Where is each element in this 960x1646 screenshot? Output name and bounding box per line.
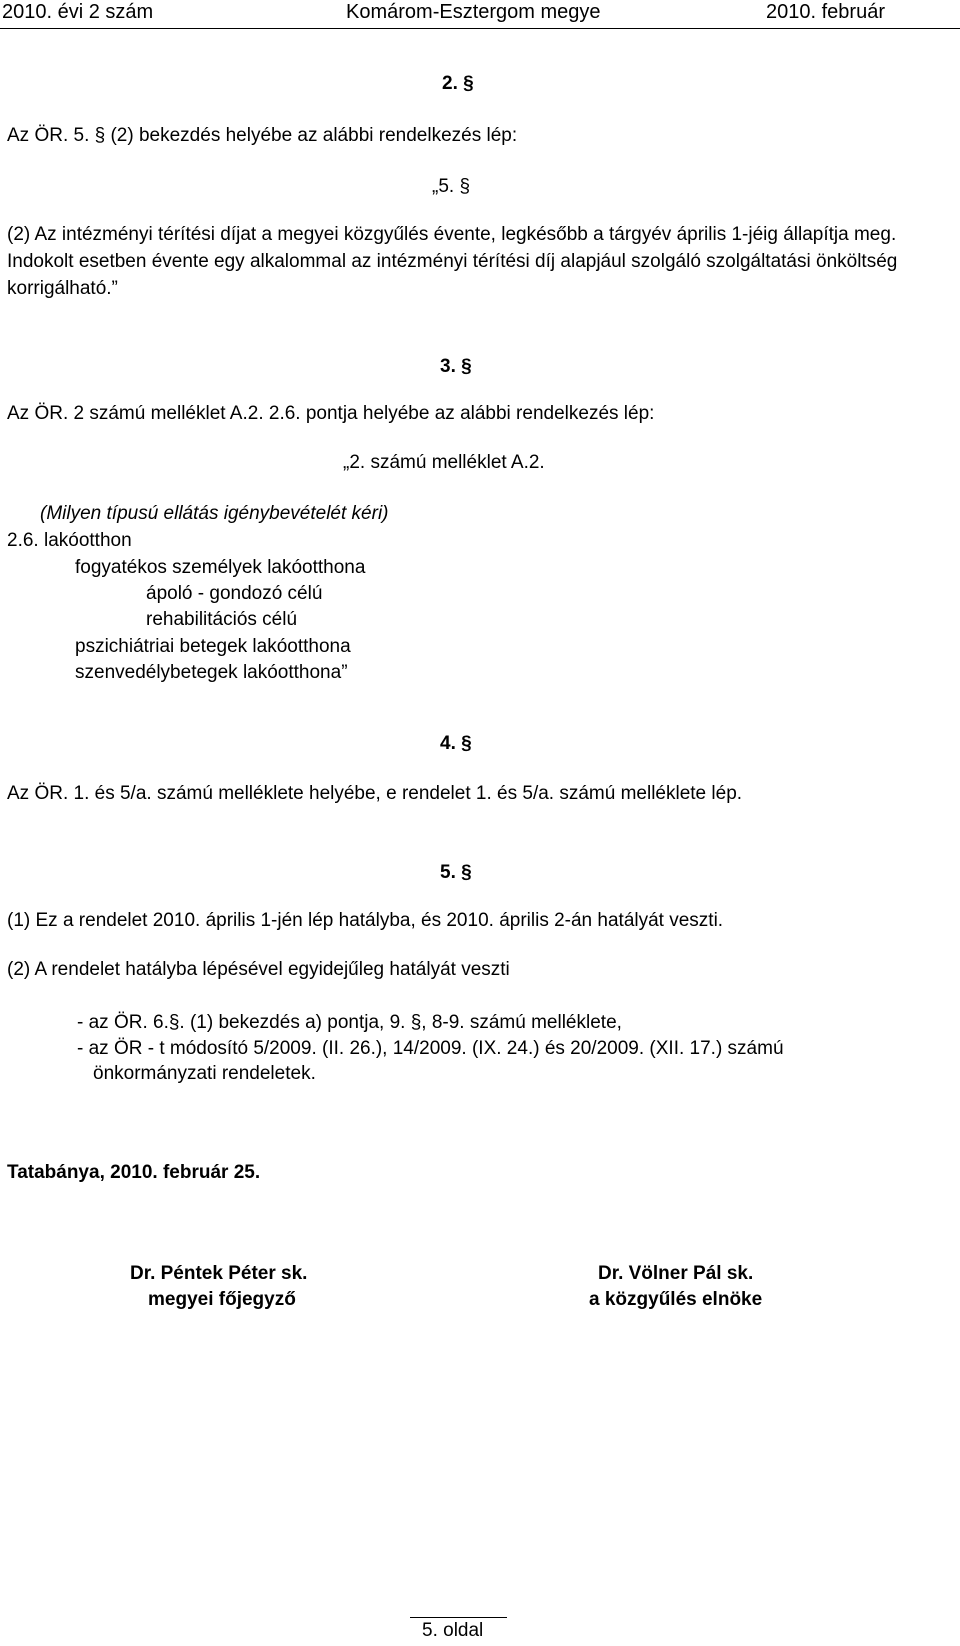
- section-5-para-1: (1) Ez a rendelet 2010. április 1-jén lép hatályba, és 2010. április 2-án hatályát veszti.: [7, 910, 724, 931]
- section-5-para-2: (2) A rendelet hatályba lépésével egyidejűleg hatályát veszti: [7, 959, 510, 980]
- page-number: 5. oldal: [422, 1620, 484, 1641]
- section-2-quoted-heading: „5. §: [432, 176, 471, 197]
- signatory-left-name: Dr. Péntek Péter sk.: [130, 1263, 308, 1284]
- signatory-right-title: a közgyűlés elnöke: [589, 1289, 763, 1310]
- section-3-heading: 3. §: [440, 356, 472, 377]
- repeal-list-item: - az ÖR. 6.§. (1) bekezdés a) pontja, 9. §, 8-9. számú melléklete,: [77, 1012, 622, 1033]
- header-month: 2010. február: [766, 1, 885, 23]
- section-4-heading: 4. §: [440, 733, 472, 754]
- annex-subitem: ápoló - gondozó célú: [146, 583, 323, 604]
- annex-subitem: fogyatékos személyek lakóotthona: [75, 557, 366, 578]
- repeal-list-item: - az ÖR - t módosító 5/2009. (II. 26.), 14/2009. (IX. 24.) és 20/2009. (XII. 17.) számú: [77, 1038, 784, 1059]
- repeal-list-item-continuation: önkormányzati rendeletek.: [93, 1063, 316, 1084]
- header-county: Komárom-Esztergom megye: [346, 1, 601, 23]
- place-date: Tatabánya, 2010. február 25.: [7, 1162, 261, 1183]
- annex-title: „2. számú melléklet A.2.: [343, 452, 545, 473]
- section-2-intro: Az ÖR. 5. § (2) bekezdés helyébe az alábbi rendelkezés lép:: [7, 125, 518, 146]
- footer-rule: [410, 1617, 507, 1618]
- section-5-heading: 5. §: [440, 862, 472, 883]
- annex-question: (Milyen típusú ellátás igénybevételét kéri): [40, 503, 389, 524]
- header-rule: [0, 28, 960, 29]
- section-2-heading: 2. §: [442, 73, 474, 94]
- annex-subitem: rehabilitációs célú: [146, 609, 298, 630]
- signatory-left-title: megyei főjegyző: [148, 1289, 296, 1310]
- annex-item: 2.6. lakóotthon: [7, 530, 132, 551]
- header-issue: 2010. évi 2 szám: [2, 1, 154, 23]
- section-2-text: (2) Az intézményi térítési díjat a megyei közgyűlés évente, legkésőbb a tárgyév április 1-jéig állapítja meg. Indokolt esetben évente egy alkalommal az intézményi térítési díj alapjául szolgáló szolgáltatási önköltség korrigálható.”: [7, 224, 898, 299]
- section-4-text: Az ÖR. 1. és 5/a. számú melléklete helyébe, e rendelet 1. és 5/a. számú melléklete lép.: [7, 783, 743, 804]
- annex-subitem: pszichiátriai betegek lakóotthona: [75, 636, 351, 657]
- signatory-right-name: Dr. Völner Pál sk.: [598, 1263, 754, 1284]
- annex-subitem: szenvedélybetegek lakóotthona”: [75, 662, 348, 683]
- section-3-intro: Az ÖR. 2 számú melléklet A.2. 2.6. pontja helyébe az alábbi rendelkezés lép:: [7, 403, 655, 424]
